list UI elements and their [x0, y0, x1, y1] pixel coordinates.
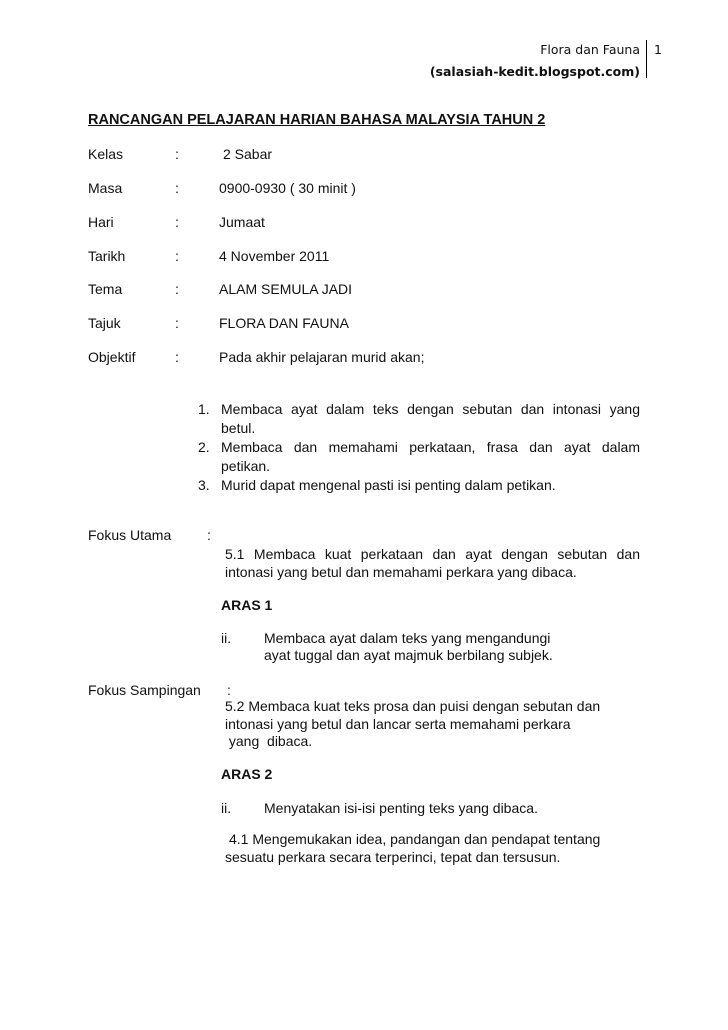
section-label: Fokus Sampingan: [88, 682, 201, 698]
field-value: Pada akhir pelajaran murid akan;: [219, 349, 425, 365]
document-title: RANCANGAN PELAJARAN HARIAN BAHASA MALAYSIA TAHUN 2: [88, 112, 546, 128]
section-label: Fokus Utama: [88, 527, 172, 543]
section-separator: :: [207, 527, 211, 543]
field-value: Jumaat: [219, 214, 265, 230]
list-text-cont: petikan.: [221, 458, 271, 474]
extra-text: 4.1 Mengemukakan idea, pandangan dan pendapat tentang: [229, 831, 601, 847]
list-text: Membaca dan memahami perkataan, frasa dan ayat dalam: [221, 439, 640, 455]
list-number: 3.: [198, 477, 210, 493]
header-doc-title: Flora dan Fauna: [540, 42, 640, 57]
field-separator: :: [175, 214, 179, 230]
field-separator: :: [175, 281, 179, 297]
field-label: Tema: [88, 281, 123, 297]
field-value: 0900-0930 ( 30 minit ): [219, 180, 356, 196]
item-number: ii.: [221, 800, 232, 816]
header-divider: [646, 40, 647, 78]
field-label: Objektif: [88, 349, 136, 365]
aras-heading: ARAS 2: [221, 766, 273, 782]
field-label: Tajuk: [88, 315, 121, 331]
field-value: FLORA DAN FAUNA: [219, 315, 349, 331]
field-separator: :: [175, 146, 179, 162]
field-separator: :: [175, 349, 179, 365]
list-number: 1.: [198, 401, 210, 417]
section-text-cont: intonasi yang betul dan lancar serta memahami perkara: [225, 716, 571, 732]
field-separator: :: [175, 315, 179, 331]
field-label: Tarikh: [88, 248, 126, 264]
item-text: Menyatakan isi-isi penting teks yang dibaca.: [264, 800, 538, 816]
section-text-cont: yang dibaca.: [225, 733, 313, 749]
aras-heading: ARAS 1: [221, 597, 273, 613]
item-text: Membaca ayat dalam teks yang mengandungi: [264, 630, 551, 646]
field-label: Masa: [88, 180, 123, 196]
field-label: Kelas: [88, 146, 124, 162]
section-text: 5.2 Membaca kuat teks prosa dan puisi dengan sebutan dan: [225, 698, 601, 714]
list-text: Murid dapat mengenal pasti isi penting dalam petikan.: [221, 477, 556, 493]
header-source: (salasiah-kedit.blogspot.com): [429, 64, 640, 79]
field-separator: :: [175, 180, 179, 196]
list-text: Membaca ayat dalam teks dengan sebutan dan intonasi yang: [221, 401, 640, 417]
field-label: Hari: [88, 214, 114, 230]
section-text: 5.1 Membaca kuat perkataan dan ayat dengan sebutan dan: [225, 546, 640, 562]
list-text-cont: betul.: [221, 420, 256, 436]
item-number: ii.: [221, 630, 232, 646]
field-value: 4 November 2011: [219, 248, 330, 264]
list-number: 2.: [198, 439, 210, 455]
section-text-cont: intonasi yang betul dan memahami perkara yang dibaca.: [225, 564, 577, 580]
field-value: 2 Sabar: [223, 146, 273, 162]
page-number: 1: [654, 42, 662, 57]
extra-text-cont: sesuatu perkara secara terperinci, tepat dan tersusun.: [225, 849, 561, 865]
section-separator: :: [227, 682, 231, 698]
field-separator: :: [175, 248, 179, 264]
item-text-cont: ayat tuggal dan ayat majmuk berbilang subjek.: [264, 647, 553, 663]
field-value: ALAM SEMULA JADI: [219, 281, 353, 297]
